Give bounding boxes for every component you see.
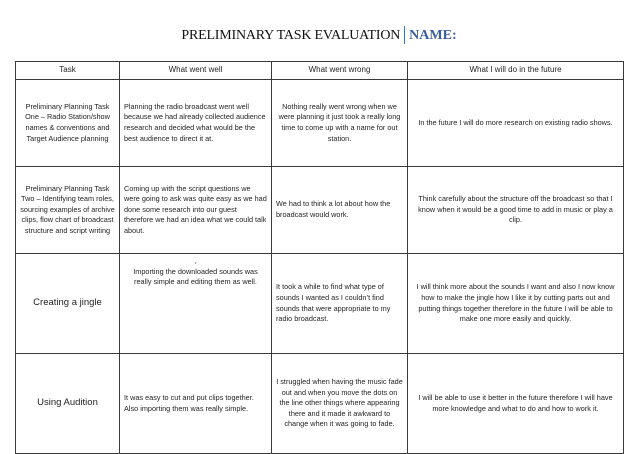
title-separator — [404, 26, 405, 44]
task-cell: Creating a jingle — [16, 254, 120, 354]
went-wrong-cell: It took a while to find what type of sounds I wanted as I couldn’t find sounds that were appropriate to my radio broadcast. — [272, 254, 408, 354]
went-well-cell — [120, 254, 272, 354]
table-row — [16, 254, 624, 354]
task-cell: Using Audition — [16, 354, 120, 454]
evaluation-table — [15, 61, 624, 454]
future-cell: I will think more about the sounds I want and also I now know how to make the jingle how I like it by cutting parts out and putting things together therefore in the future I will be able to make one more easily and quickly. — [408, 254, 624, 354]
future-cell: I will be able to use it better in the future therefore I will have more knowledge and what to do and how to work it. — [408, 354, 624, 454]
column-header-went-wrong: What went wrong — [272, 62, 408, 80]
page-title: PRELIMINARY TASK EVALUATION — [181, 28, 401, 44]
table-row — [16, 167, 624, 254]
stray-mark: , — [194, 256, 197, 265]
future-cell: Think carefully about the structure off the broadcast so that I know when it would be a good time to add in music or play a clip. — [408, 167, 624, 254]
column-header-future: What I will do in the future — [408, 62, 624, 80]
column-header-task: Task — [16, 62, 120, 80]
task-cell: Preliminary Planning Task One – Radio Station/show names & conventions and Target Audience planning — [16, 80, 120, 167]
table-header-row — [16, 62, 624, 80]
table-row — [16, 354, 624, 454]
column-header-went-well: What went well — [120, 62, 272, 80]
went-wrong-cell: I struggled when having the music fade out and when you move the dots on the line other things where appearing there and it made it awkward to change when it was going to fade. — [272, 354, 408, 454]
went-wrong-cell: Nothing really went wrong when we were planning it just took a really long time to come up with a name for out station. — [272, 80, 408, 167]
task-cell: Preliminary Planning Task Two – Identifying team roles, sourcing examples of archive clips, flow chart of broadcast structure and script writing — [16, 167, 120, 254]
future-cell: In the future I will do more research on existing radio shows. — [408, 80, 624, 167]
went-well-cell: Coming up with the script questions we were going to ask was quite easy as we had done some research into our guest therefore we had an idea what we could talk about. — [120, 167, 272, 254]
header — [0, 26, 638, 44]
table-row — [16, 80, 624, 167]
name-label: NAME: — [409, 28, 457, 44]
went-well-cell: Planning the radio broadcast went well because we had already collected audience research and decided what would be the best audience to direct it at. — [120, 80, 272, 167]
went-wrong-cell: We had to think a lot about how the broadcast would work. — [272, 167, 408, 254]
went-well-text: Importing the downloaded sounds was really simple and editing them as well. — [133, 266, 258, 287]
went-well-cell: It was easy to cut and put clips together. Also importing them was really simple. — [120, 354, 272, 454]
